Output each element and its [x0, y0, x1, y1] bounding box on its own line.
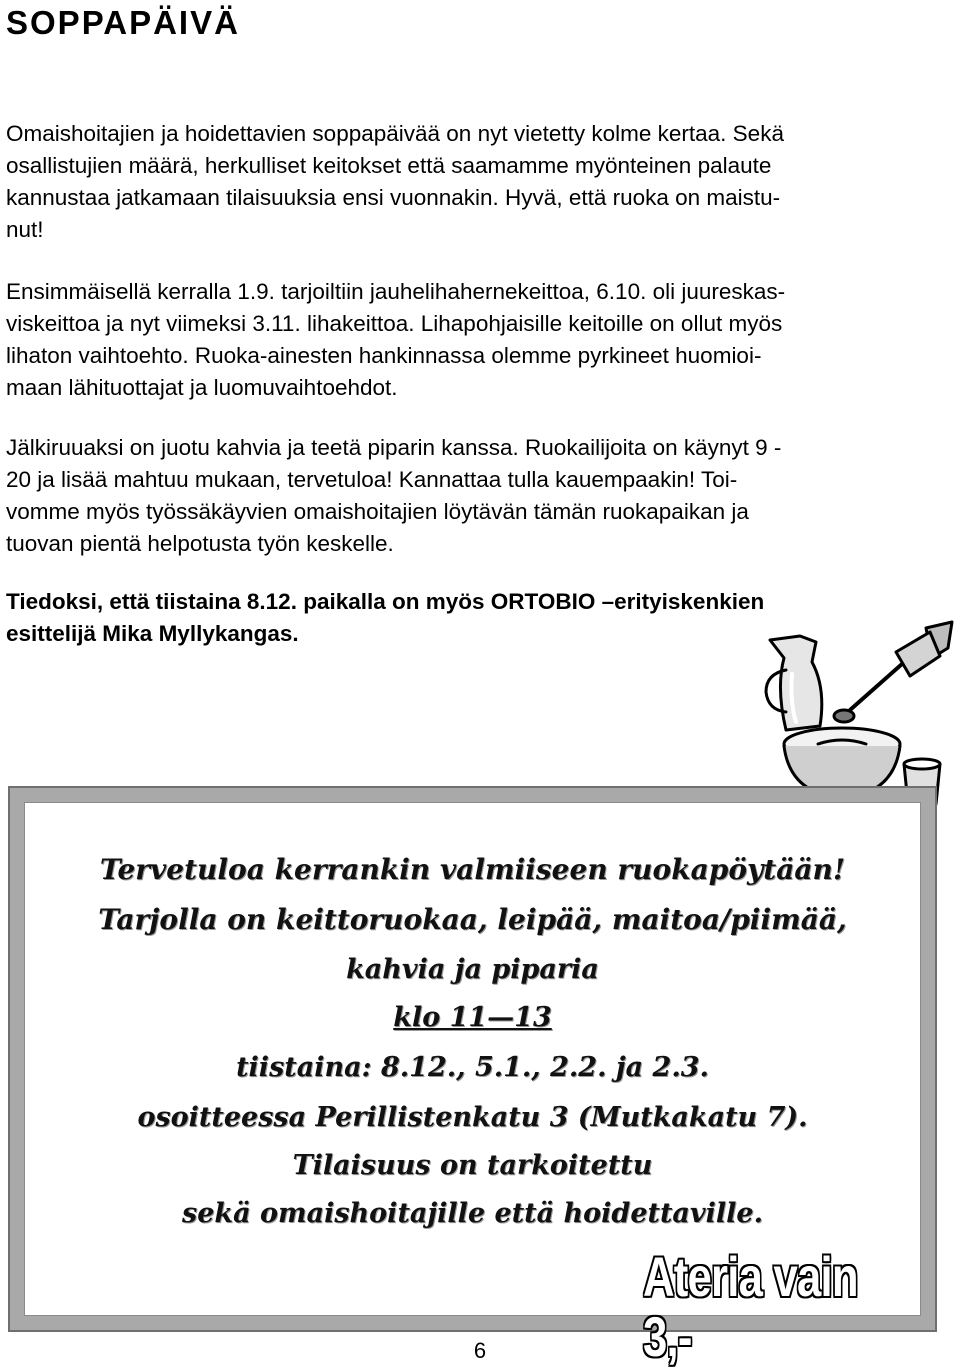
invitation-panel: [24, 802, 921, 1368]
invitation-offer-continued: kahvia ja piparia: [346, 954, 599, 985]
text-line: Jälkiruuaksi on juotu kahvia ja teetä piparin kanssa. Ruokailijoita on käynyt 9 -: [6, 435, 782, 460]
page-title: SOPPAPÄIVÄ: [6, 4, 240, 41]
intro-paragraph: [6, 118, 946, 246]
text-line: lihaton vaihtoehto. Ruoka-ainesten hankinnassa olemme pyrkineet huomioi-: [6, 343, 762, 368]
price-label: Ateria vain 3,-: [643, 1245, 858, 1368]
invitation-welcome: Tervetuloa kerrankin valmiiseen ruokapöytään!: [99, 853, 846, 886]
dessert-paragraph: [6, 432, 946, 560]
text-line: kannustaa jatkamaan tilaisuuksia ensi vuonnakin. Hyvä, että ruoka on maistu-: [6, 185, 781, 210]
invitation-time: klo 11—13: [393, 1002, 552, 1033]
text-line: nut!: [6, 217, 44, 242]
invitation-audience-continued: sekä omaishoitajille että hoidettaville.: [182, 1198, 763, 1229]
menu-paragraph: [6, 276, 946, 404]
page-number: 6: [473, 1338, 487, 1363]
invitation-address: osoitteessa Perillistenkatu 3 (Mutkakatu 7).: [137, 1102, 808, 1133]
text-line: 20 ja lisää mahtuu mukaan, tervetuloa! Kannattaa tulla kauempaakin! Toi-: [6, 467, 738, 492]
text-line: Tiedoksi, että tiistaina 8.12. paikalla on myös ORTOBIO –erityiskenkien: [6, 589, 765, 614]
invitation-dates: tiistaina: 8.12., 5.1., 2.2. ja 2.3.: [236, 1052, 709, 1083]
text-line: viskeittoa ja nyt viimeksi 3.11. lihakeittoa. Lihapohjaisille keitoille on ollut myös: [6, 311, 783, 336]
text-line: esittelijä Mika Myllykangas.: [6, 621, 299, 646]
text-line: osallistujien määrä, herkulliset keitokset että saamamme myönteinen palaute: [6, 153, 772, 178]
text-line: Ensimmäisellä kerralla 1.9. tarjoiltiin jauhelihahernekeittoa, 6.10. oli juureskas-: [6, 279, 786, 304]
text-line: vomme myös työssäkäyvien omaishoitajien löytävän tämän ruokapaikan ja: [6, 499, 749, 524]
invitation-offer: Tarjolla on keittoruokaa, leipää, maitoa/piimää,: [98, 903, 847, 936]
invitation-box: [8, 786, 937, 1368]
text-line: Omaishoitajien ja hoidettavien soppapäivää on nyt vietetty kolme kertaa. Sekä: [6, 121, 784, 146]
text-line: tuovan pientä helpotusta työn keskelle.: [6, 531, 394, 556]
text-line: maan lähituottajat ja luomuvaihtoehdot.: [6, 375, 398, 400]
invitation-audience: Tilaisuus on tarkoitettu: [292, 1150, 653, 1181]
